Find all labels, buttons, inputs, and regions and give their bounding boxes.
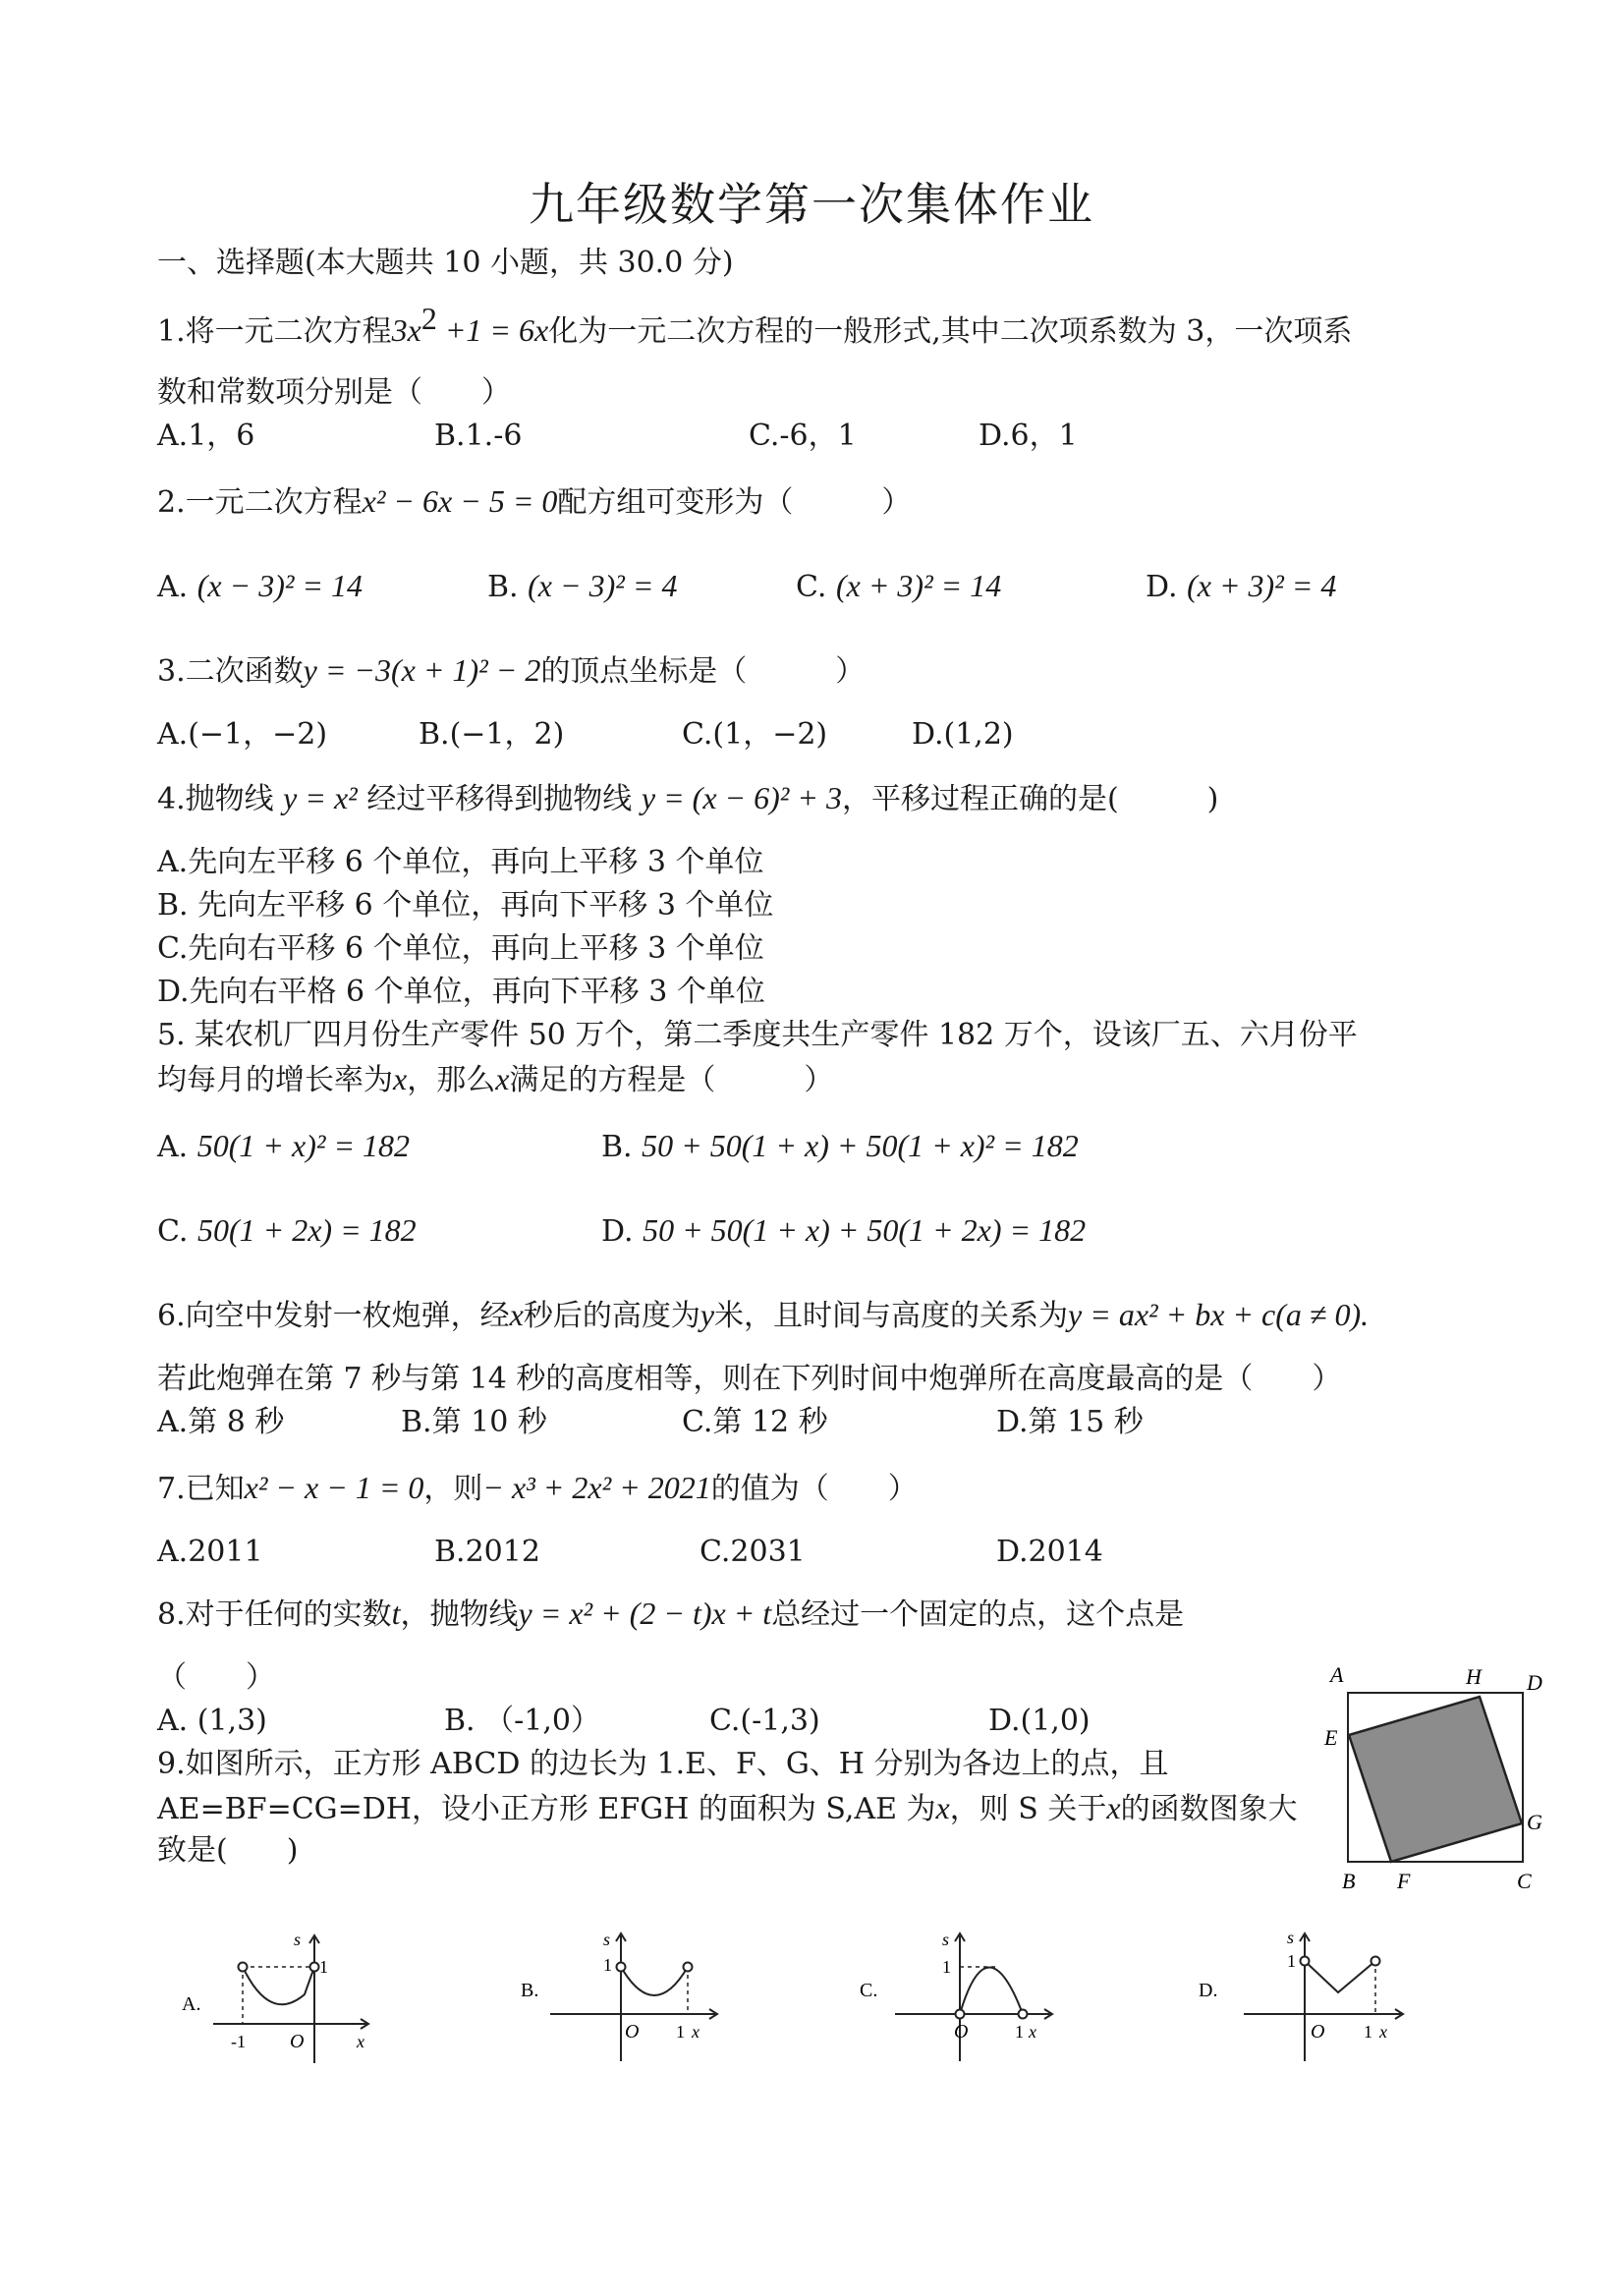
open-point [310, 1963, 319, 1972]
q2-option-b [487, 566, 677, 607]
question-9-stem: 9.如图所示，正方形 ABCD 的边长为 1.E、F、G、H 分别为各边上的点，且 [157, 1747, 1169, 1781]
q4-text-c: ，平移过程正确的是( ) [841, 782, 1219, 816]
question-1-stem: 1.将一元二次方程$3x^2 +1 = 6x$化为一元二次方程的一般形式,其中二次项系数为 3，一次项系 [157, 301, 1353, 349]
q3-option-c: C.(1，−2) [682, 717, 828, 752]
q8-text-b: ，抛物线 [400, 1597, 519, 1632]
q8-text-a: 8.对于任何的实数 [157, 1597, 392, 1632]
q6-option-b: B.第 10 秒 [401, 1405, 547, 1439]
q6-var-x: x [509, 1297, 524, 1332]
origin-label: O [290, 2031, 305, 2052]
open-point [239, 1963, 248, 1972]
q1-equation-b: +1 = 6x [436, 312, 549, 348]
q5-option-a-expr: 50(1 + x)² = 182 [196, 1128, 411, 1163]
q9-graph-d [1189, 1926, 1415, 2073]
q9-graph-b-label: B. [521, 1980, 539, 2001]
q7-text-b: ，则 [423, 1472, 483, 1506]
q3-text-a: 3.二次函数 [157, 654, 304, 689]
q5-option-b-expr: 50 + 50(1 + x) + 50(1 + x)² = 182 [642, 1128, 1079, 1163]
q4-option-a: A.先向左平移 6 个单位，再向上平移 3 个单位 [157, 845, 764, 879]
x-label: x [1029, 2022, 1036, 2042]
question-4-stem [157, 778, 1218, 819]
label-d: D [1527, 1670, 1542, 1695]
q8-option-d: D.(1,0) [988, 1704, 1091, 1738]
q5-var-1: x [393, 1061, 408, 1096]
q9-graph-a-label: A. [182, 1993, 201, 2015]
q9-text-a: AE=BF=CG=DH，设小正方形 EFGH 的面积为 S,AE 为 [157, 1792, 936, 1826]
question-3-stem [157, 650, 865, 692]
q7-equation-1: x² − x − 1 = 0 [244, 1470, 424, 1505]
q7-option-d: D.2014 [996, 1535, 1103, 1569]
question-5-stem: 5. 某农机厂四月份生产零件 50 万个，第二季度共生产零件 182 万个，设该厂五、六月份平 [157, 1018, 1358, 1052]
q7-text-c: 的值为（ ） [710, 1472, 918, 1506]
q4-equation-2: y = (x − 6)² + 3 [641, 780, 842, 815]
curve [621, 1967, 688, 1995]
open-point [684, 1963, 693, 1972]
q4-equation-1: y = x² [283, 780, 358, 815]
open-point [1371, 1957, 1380, 1966]
curve [243, 1967, 314, 2004]
label-h: H [1466, 1664, 1482, 1689]
label-g: G [1527, 1810, 1542, 1834]
tick-1-y: 1 [1287, 1951, 1296, 1971]
q5-text-b1: 均每月的增长率为 [157, 1063, 393, 1097]
q3-option-d: D.(1,2) [912, 717, 1014, 752]
origin-label: O [1311, 2021, 1325, 2043]
q8-equation: y = x² + (2 − t)x + t [518, 1596, 772, 1631]
q5-text-b2: ，那么 [407, 1063, 496, 1097]
q5-option-d [601, 1210, 1086, 1252]
open-point [956, 2010, 965, 2019]
x-label: x [1379, 2022, 1387, 2042]
origin-label: O [625, 2021, 640, 2043]
q2-equation: x² − 6x − 5 = 0 [362, 483, 558, 519]
q1-text-b: 化为一元二次方程的一般形式,其中二次项系数为 3，一次项系 [548, 314, 1353, 349]
q5-text-b3: 满足的方程是（ ） [509, 1063, 834, 1097]
origin-label: O [954, 2021, 969, 2043]
x-label: x [357, 2032, 364, 2051]
s-label: s [942, 1930, 950, 1949]
label-b: B [1342, 1869, 1356, 1893]
open-point [1301, 1957, 1310, 1966]
q7-equation-2: − x³ + 2x² + 2021 [482, 1470, 711, 1505]
x-label: x [692, 2022, 700, 2042]
q4-text-b: 经过平移得到抛物线 [366, 782, 633, 816]
q7-text-a: 7.已知 [157, 1472, 245, 1506]
q2-text-a: 2.一元二次方程 [157, 485, 363, 520]
q6-equation: y = ax² + bx + c(a ≠ 0). [1068, 1297, 1370, 1332]
q3-text-b: 的顶点坐标是（ ） [540, 654, 866, 689]
q9-graph-c [850, 1926, 1076, 2073]
question-6-stem [157, 1295, 1369, 1336]
q2-option-d-label: D. [1146, 570, 1178, 604]
q5-option-d-label: D. [601, 1214, 634, 1249]
q1-option-b: B.1.-6 [434, 419, 523, 453]
q4-option-d: D.先向右平格 6 个单位，再向下平移 3 个单位 [157, 975, 765, 1009]
q2-option-c [796, 566, 1001, 607]
question-8-stem [157, 1594, 1184, 1635]
q6-text-a: 6.向空中发射一枚炮弹，经 [157, 1299, 510, 1333]
tick-1: 1 [319, 1957, 328, 1977]
q8-text-c: 总经过一个固定的点，这个点是 [771, 1597, 1185, 1632]
q7-option-b: B.2012 [434, 1535, 540, 1569]
question-7-stem [157, 1468, 918, 1509]
q5-option-c-label: C. [157, 1214, 189, 1249]
label-e: E [1324, 1725, 1338, 1750]
question-5-stem-cont [157, 1059, 833, 1100]
q2-option-d [1146, 566, 1336, 607]
q9-graph-c-label: C. [860, 1980, 878, 2001]
q9-graph-d-label: D. [1199, 1980, 1218, 2001]
q3-option-a: A.(−1，−2) [157, 717, 328, 752]
q9-var-x-2: x [1106, 1790, 1121, 1825]
tick-1-y: 1 [603, 1955, 612, 1975]
curve [960, 1968, 1023, 2015]
open-point [617, 1963, 626, 1972]
q6-option-a: A.第 8 秒 [157, 1405, 285, 1439]
q8-option-c: C.(-1,3) [709, 1704, 820, 1738]
curve [1305, 1961, 1375, 1992]
q1-text-a: 1.将一元二次方程 [157, 314, 392, 349]
q1-equation-a: 3x [391, 312, 421, 348]
q5-option-b [601, 1126, 1079, 1167]
q8-option-b: B. （-1,0） [444, 1704, 600, 1738]
q2-text-b: 配方组可变形为（ ） [557, 485, 912, 520]
q4-option-b: B. 先向左平移 6 个单位，再向下平移 3 个单位 [157, 888, 774, 923]
label-c: C [1517, 1869, 1532, 1893]
q9-graph-a [172, 1926, 398, 2073]
q2-option-a [157, 566, 363, 607]
question-2-stem [157, 481, 911, 523]
q5-var-2: x [495, 1061, 510, 1096]
q8-option-a: A. (1,3) [157, 1704, 267, 1738]
q5-option-c-expr: 50(1 + 2x) = 182 [196, 1212, 417, 1248]
q9-var-x-1: x [935, 1790, 950, 1825]
q8-answer-paren: （ ） [157, 1660, 275, 1695]
q2-option-d-expr: (x + 3)² = 4 [1187, 568, 1337, 603]
question-9-stem-end: 致是( ) [157, 1833, 299, 1868]
question-6-stem-cont: 若此炮弹在第 7 秒与第 14 秒的高度相等，则在下列时间中炮弹所在高度最高的是（ ） [157, 1362, 1342, 1396]
q4-text-a: 4.抛物线 [157, 782, 274, 816]
tick-1-x: 1 [676, 2022, 685, 2042]
q8-var-t: t [391, 1596, 401, 1631]
q7-option-a: A.2011 [157, 1535, 263, 1569]
q9-text-b: ，则 S 关于 [949, 1792, 1107, 1826]
q6-var-y: y [700, 1297, 715, 1332]
q1-option-c: C.-6，1 [749, 419, 857, 453]
question-1-stem-cont: 数和常数项分别是（ ） [157, 375, 511, 410]
q5-option-c [157, 1210, 417, 1252]
q9-text-c: 的函数图象大 [1120, 1792, 1298, 1826]
q7-option-c: C.2031 [700, 1535, 806, 1569]
q5-option-a-label: A. [157, 1130, 189, 1164]
q2-option-b-label: B. [487, 570, 519, 604]
q3-equation: y = −3(x + 1)² − 2 [303, 652, 541, 688]
s-label: s [1287, 1928, 1295, 1947]
q2-option-b-expr: (x − 3)² = 4 [528, 568, 678, 603]
q2-option-c-expr: (x + 3)² = 14 [835, 568, 1002, 603]
label-a: A [1330, 1662, 1344, 1687]
open-point [1019, 2010, 1028, 2019]
square-efgh [1349, 1697, 1522, 1862]
q2-option-a-expr: (x − 3)² = 14 [196, 568, 364, 603]
q4-option-c: C.先向右平移 6 个单位，再向上平移 3 个单位 [157, 931, 764, 966]
tick-1-x: 1 [1364, 2022, 1372, 2042]
label-f: F [1397, 1869, 1411, 1893]
question-9-stem-cont [157, 1788, 1298, 1829]
q5-option-b-label: B. [601, 1130, 633, 1164]
q5-option-a [157, 1126, 410, 1167]
square-figure [1316, 1660, 1552, 1896]
q1-option-d: D.6，1 [979, 419, 1078, 453]
section-heading: 一、选择题(本大题共 10 小题，共 30.0 分) [157, 246, 734, 280]
page-title: 九年级数学第一次集体作业 [529, 178, 1094, 231]
tick-minus-1: -1 [231, 2032, 246, 2051]
q6-text-c: 米，且时间与高度的关系为 [714, 1299, 1069, 1333]
q9-graph-b [511, 1926, 737, 2073]
tick-1-y: 1 [942, 1957, 951, 1977]
q6-option-d: D.第 15 秒 [996, 1405, 1144, 1439]
tick-1-x: 1 [1015, 2022, 1024, 2042]
q3-option-b: B.(−1，2) [419, 717, 565, 752]
q6-option-c: C.第 12 秒 [682, 1405, 828, 1439]
q2-option-a-label: A. [157, 570, 189, 604]
q2-option-c-label: C. [796, 570, 827, 604]
q1-option-a: A.1，6 [157, 419, 255, 453]
s-label: s [603, 1930, 611, 1949]
q6-text-b: 秒后的高度为 [523, 1299, 700, 1333]
s-label: s [294, 1930, 302, 1949]
q5-option-d-expr: 50 + 50(1 + x) + 50(1 + 2x) = 182 [643, 1212, 1087, 1248]
